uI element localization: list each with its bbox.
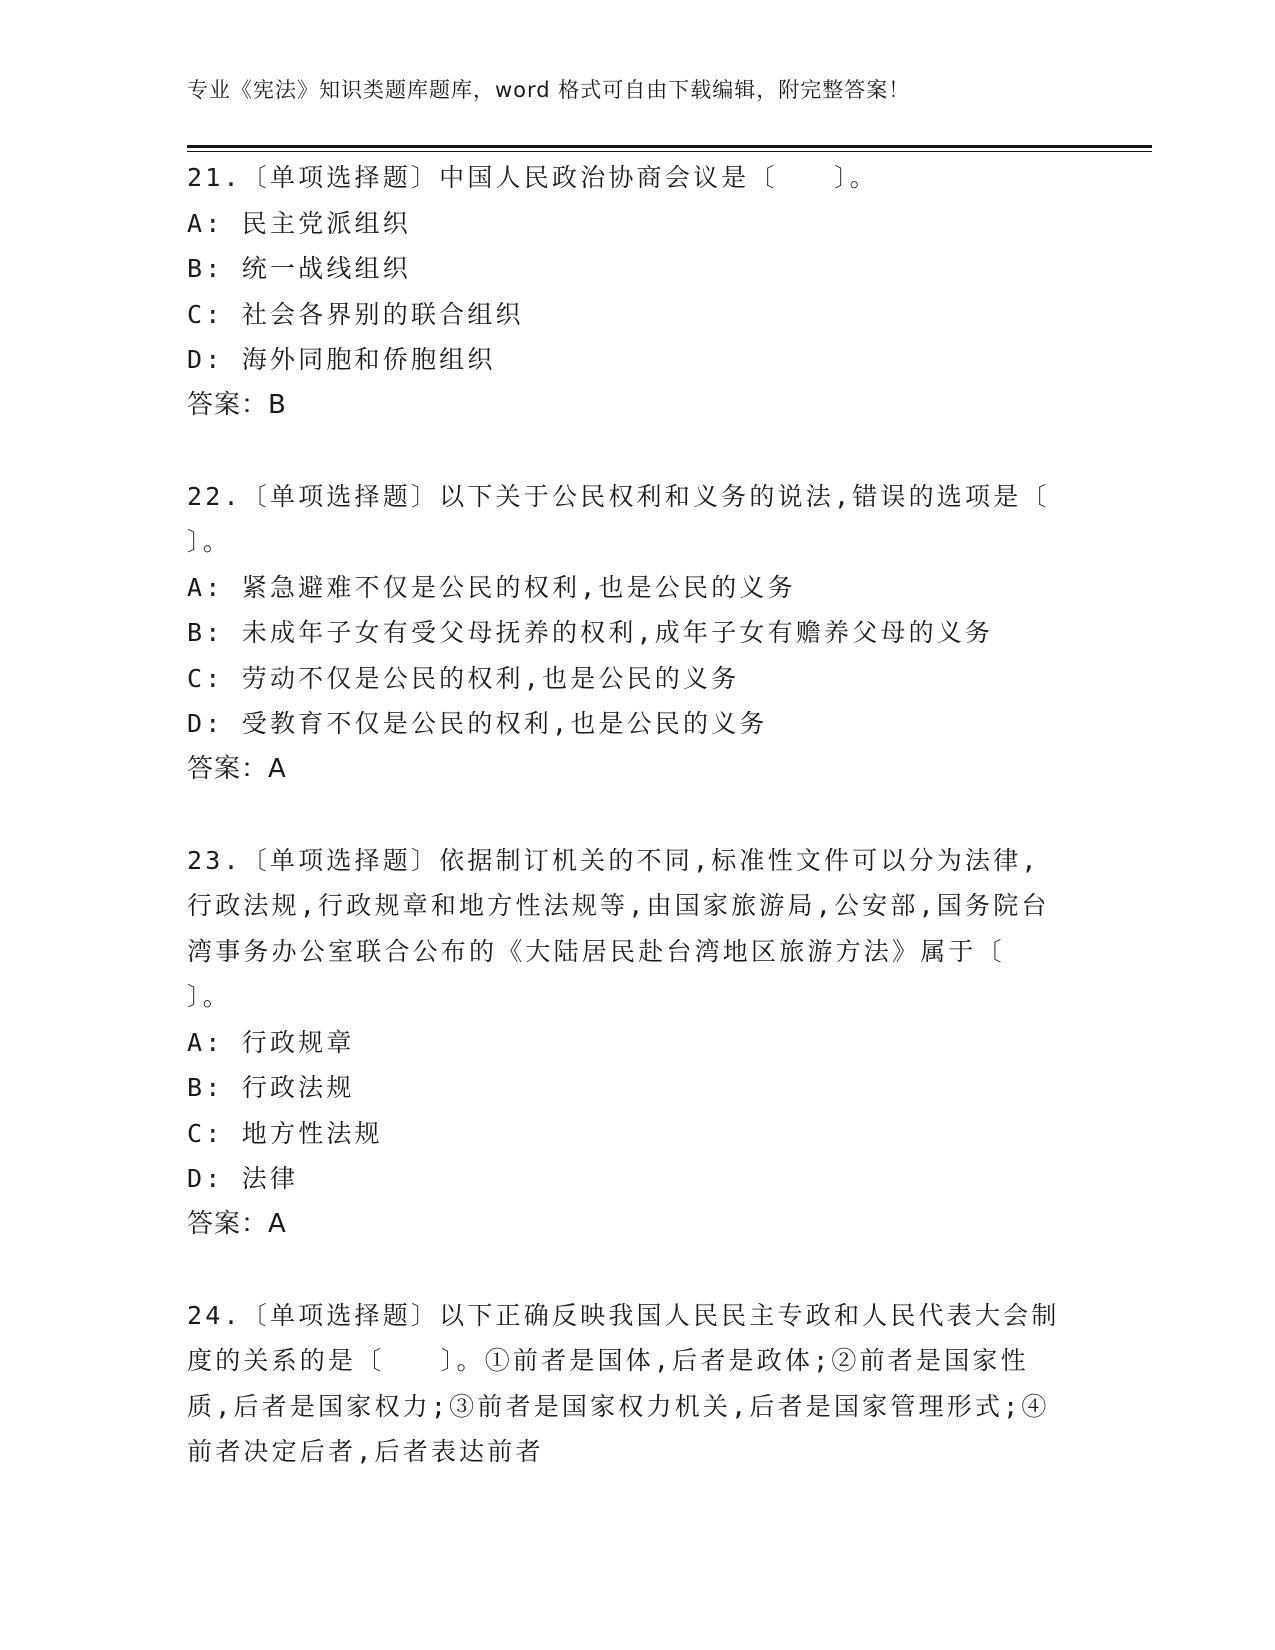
option-c: C: 劳动不仅是公民的权利,也是公民的义务 [187, 663, 740, 693]
spacer [187, 792, 1067, 838]
question-22 [187, 474, 1107, 793]
option-a: A: 民主党派组织 [187, 208, 411, 238]
option-a: A: 紧急避难不仅是公民的权利,也是公民的义务 [187, 572, 796, 602]
spacer [187, 1247, 1067, 1293]
option-b: B: 行政法规 [187, 1073, 355, 1102]
option-d: D: 受教育不仅是公民的权利,也是公民的义务 [187, 709, 768, 738]
header-divider-thin [187, 151, 1152, 152]
option-d: D: 法律 [187, 1164, 299, 1193]
question-24 [187, 1293, 1067, 1475]
question-stem: 24.〔单项选择题〕以下正确反映我国人民民主专政和人民代表大会制度的关系的是〔 〕。①前者是国体,后者是政体;②前者是国家性质,后者是国家权力;③前者是国家权力机关,后者是国家管理形式;④前者决定后者,后者表达前者 [187, 1300, 1060, 1466]
spacer [187, 428, 1067, 474]
answer-label: 答案：A [187, 1208, 287, 1239]
question-21 [187, 155, 1067, 428]
header-divider-thick [187, 145, 1152, 148]
question-stem: 23.〔单项选择题〕依据制订机关的不同,标准性文件可以分为法律,行政法规,行政规章和地方性法规等,由国家旅游局,公安部,国务院台湾事务办公室联合公布的《大陆居民赴台湾地区旅游方法》属于〔 〕。 [187, 845, 1062, 1011]
question-stem: 22.〔单项选择题〕以下关于公民权利和义务的说法,错误的选项是〔 〕。 [187, 481, 1107, 556]
option-b: B: 未成年子女有受父母抚养的权利,成年子女有赡养父母的义务 [187, 618, 994, 647]
option-c: C: 社会各界别的联合组织 [187, 299, 524, 329]
question-list [187, 155, 1107, 1475]
answer-label: 答案：B [187, 389, 287, 420]
option-d: D: 海外同胞和侨胞组织 [187, 345, 496, 374]
option-a: A: 行政规章 [187, 1027, 355, 1057]
question-stem: 21.〔单项选择题〕中国人民政治协商会议是〔 〕。 [187, 163, 878, 192]
option-b: B: 统一战线组织 [187, 254, 411, 283]
page-header-title: 专业《宪法》知识类题库题库，word 格式可自由下载编辑，附完整答案！ [187, 78, 911, 102]
answer-label: 答案：A [187, 753, 287, 784]
question-23 [187, 838, 1067, 1248]
option-c: C: 地方性法规 [187, 1118, 383, 1148]
